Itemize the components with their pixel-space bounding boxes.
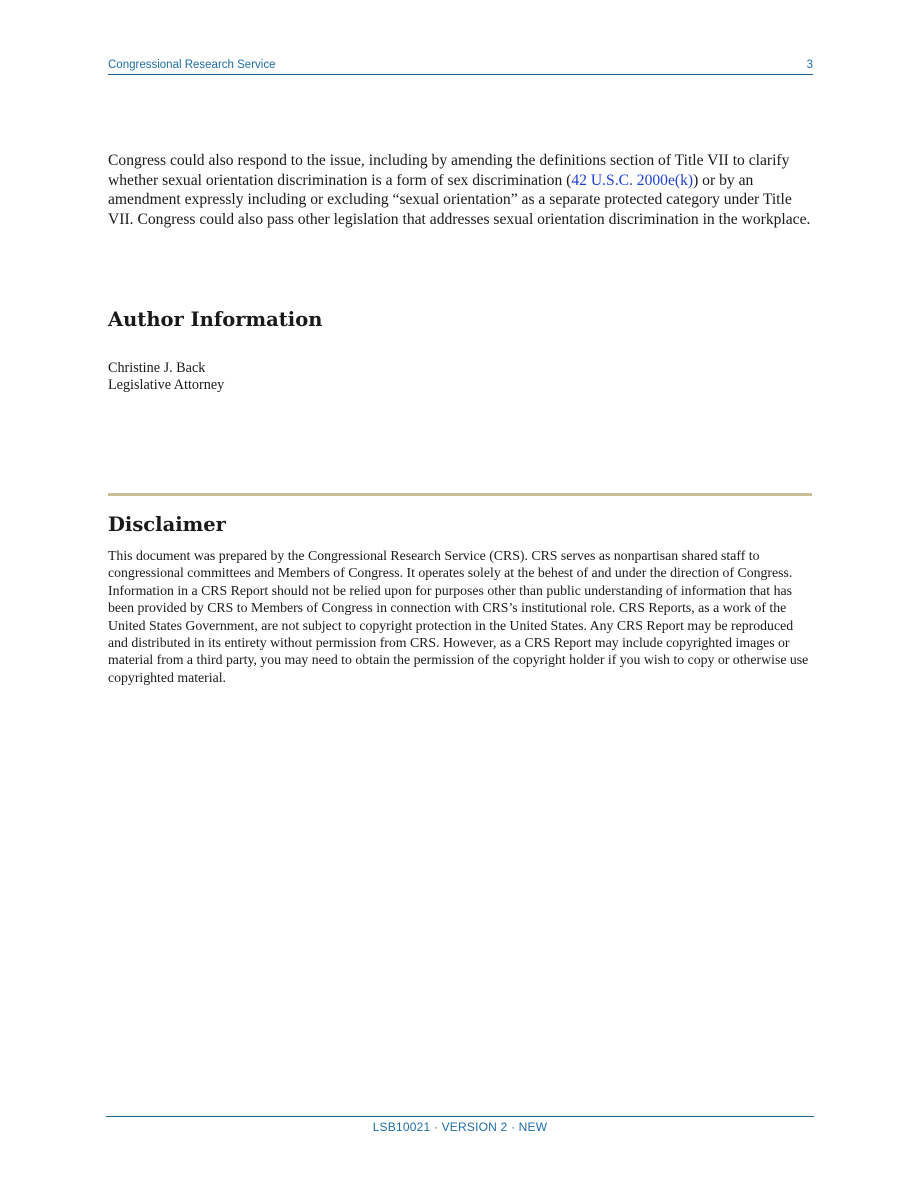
section-divider [108, 493, 812, 496]
footer-divider [106, 1116, 814, 1117]
footer-report-id: LSB10021 · VERSION 2 · NEW [372, 1120, 548, 1134]
body-paragraph [108, 151, 813, 229]
author-information-heading: Author Information [108, 308, 323, 331]
disclaimer-heading: Disclaimer [108, 513, 226, 536]
citation-link[interactable]: 42 U.S.C. 2000e(k) [571, 171, 694, 189]
page-number: 3 [806, 59, 813, 71]
page-header [108, 58, 813, 75]
paragraph-text-before-link: Congress could also respond to the issue, including by amending the definitions section of Title VII to clarify whether sexual orientation discrimination is a form of sex discrimination ( [108, 152, 790, 189]
paragraph-text-after-link: ) or by an amendment expressly including or excluding “sexual orientation” as a separate protected category under Title VII. Congress could also pass other legislation that addresses sexual orientation discrimination in the workplace. [108, 171, 811, 228]
disclaimer-text: This document was prepared by the Congressional Research Service (CRS). CRS serves as nonpartisan shared staff to congressional committees and Members of Congress. It operates solely at the behest of and under the direction of Congress. Information in a CRS Report should not be relied upon for purposes other than public understanding of information that has been provided by CRS to Members of Congress in connection with CRS’s institutional role. CRS Reports, as a work of the United States Government, are not subject to copyright protection in the United States. Any CRS Report may be reproduced and distributed in its entirety without permission from CRS. However, as a CRS Report may include copyrighted images or material from a third party, you may need to obtain the permission of the copyright holder if you wish to copy or otherwise use copyrighted material. [108, 548, 809, 685]
header-title: Congressional Research Service [108, 59, 276, 71]
author-role: Legislative Attorney [108, 377, 225, 393]
author-name: Christine J. Back [108, 360, 206, 376]
